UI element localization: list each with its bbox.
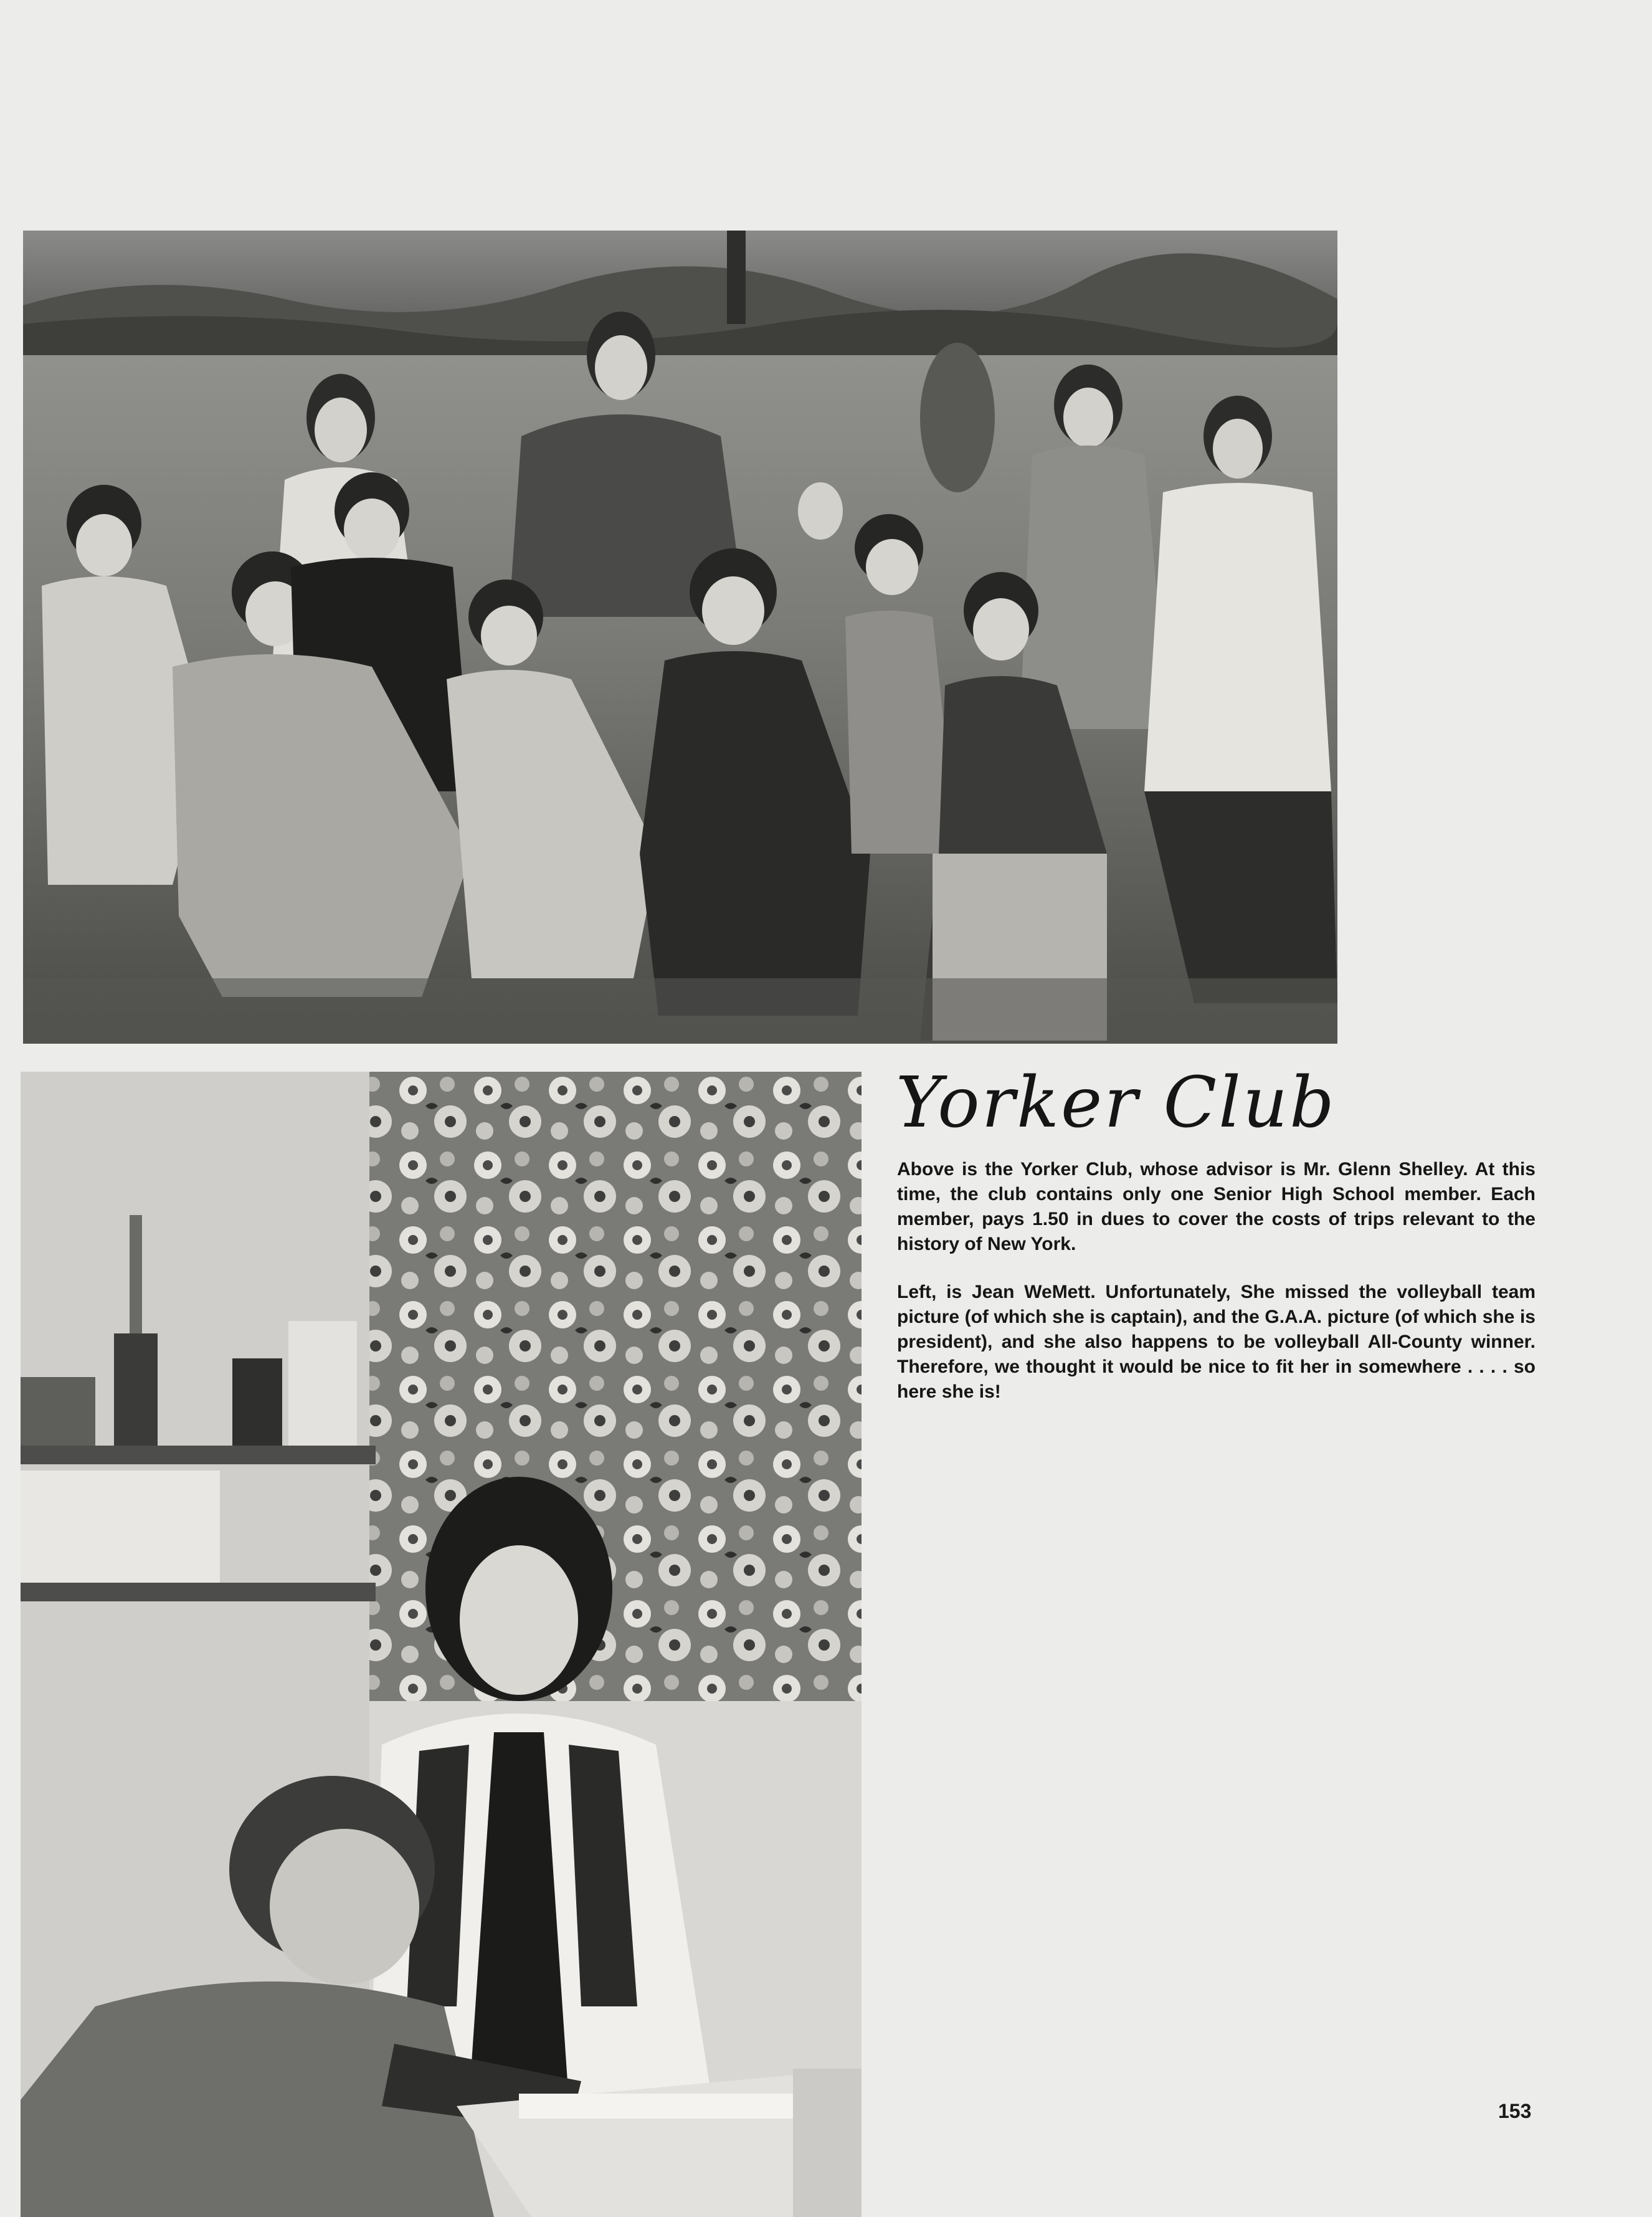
caption-portrait-photo: Left, is Jean WeMett. Unfortunately, She missed the volleyball team picture (of which she is captain), and the G.A.A. picture (of which she is president), and she also happens to be volleyball All-County winner. Therefore, we thought it would be nice to fit her in somewhere . . . . so here she is! xyxy=(897,1282,1536,1402)
group-photo xyxy=(23,231,1337,1044)
page-number: 153 xyxy=(1498,2100,1532,2122)
group-photo-image xyxy=(23,231,1337,1044)
page-title: Yorker Club xyxy=(896,1062,1336,1143)
portrait-photo-image xyxy=(21,1072,862,2217)
caption-group-photo: Above is the Yorker Club, whose advisor is Mr. Glenn Shelley. At this time, the club contains only one Senior High School member. Each member, pays 1.50 in dues to cover the costs of trips relevant to the history of New York. xyxy=(897,1159,1536,1254)
portrait-photo xyxy=(21,1072,862,2217)
